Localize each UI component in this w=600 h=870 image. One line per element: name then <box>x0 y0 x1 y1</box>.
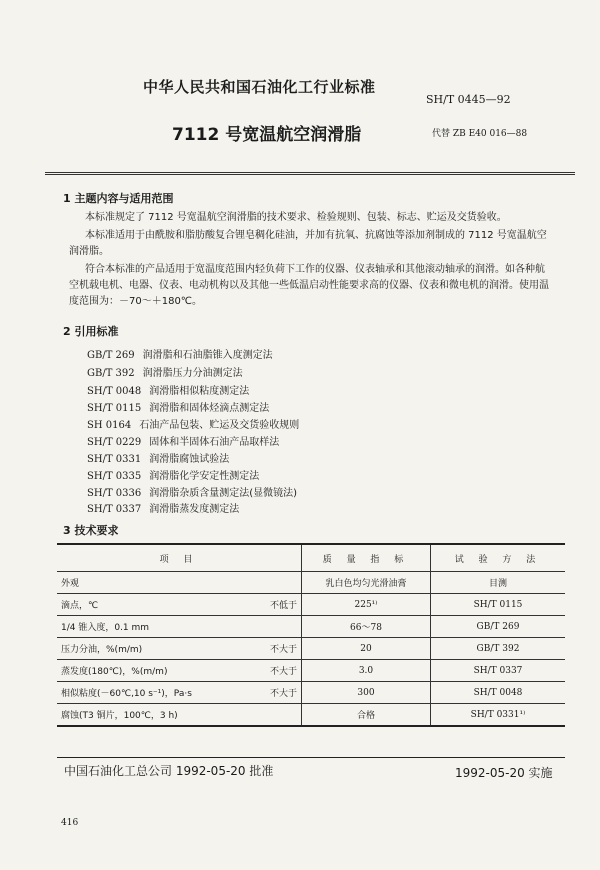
item-cell <box>57 682 302 704</box>
quality-value: 乳白色均匀光滑油膏 <box>302 572 431 594</box>
quality-value: 20 <box>302 638 431 660</box>
standard-title-ref: 润滑脂和石油脂锥入度测定法 <box>142 350 273 361</box>
quality-value: 合格 <box>302 704 431 727</box>
reference-standard <box>87 433 279 448</box>
table-row <box>57 660 565 682</box>
page-title: 7112 号宽温航空润滑脂 <box>172 125 362 145</box>
item-name: 1/4 锥入度，0.1 mm <box>61 623 150 633</box>
header-divider <box>45 172 575 173</box>
standard-code-ref: SH/T 0335 <box>87 471 142 482</box>
standard-title-ref: 润滑脂杂质含量测定法(显微镜法) <box>149 488 298 499</box>
section-1-paragraph: 本标准适用于由酰胺和脂肪酸复合锂皂稠化硅油，并加有抗氧、抗腐蚀等添加剂制成的 7112 号宽温航空润滑脂。 <box>69 230 547 257</box>
limit-label: 不大于 <box>269 645 297 655</box>
standard-code-ref: SH/T 0229 <box>87 437 142 448</box>
item-cell <box>57 616 302 638</box>
footer-divider <box>57 757 565 758</box>
item-cell <box>57 594 302 616</box>
page-number: 416 <box>61 818 79 828</box>
reference-standard <box>87 346 273 361</box>
test-method: GB/T 392 <box>431 638 566 660</box>
item-name: 滴点，℃ <box>61 601 99 611</box>
table-row <box>57 594 565 616</box>
technical-requirements-table <box>57 543 565 727</box>
item-name: 蒸发度(180℃)，%(m/m) <box>61 667 168 677</box>
approval-date: 中国石油化工总公司 1992-05-20 批准 <box>64 764 274 778</box>
section-1-paragraph: 符合本标准的产品适用于宽温度范围内轻负荷下工作的仪器、仪表轴承和其他滚动轴承的润滑。如各种航空机载电机、电器、仪表、电动机构以及其他一些低温启动性能要求高的仪器、仪表和微电机的润滑。使用温度范围为：－70～＋180℃。 <box>69 264 549 307</box>
implementation-date: 1992-05-20 实施 <box>455 766 553 780</box>
header-divider <box>45 174 575 175</box>
reference-standard <box>87 484 297 499</box>
standard-title-ref: 润滑脂蒸发度测定法 <box>149 504 240 515</box>
standard-title-ref: 润滑脂化学安定性测定法 <box>149 471 260 482</box>
issuing-organization: 中华人民共和国石油化工行业标准 <box>143 78 376 96</box>
column-header-method: 试 验 方 法 <box>431 544 566 572</box>
table-row <box>57 572 565 594</box>
table-row <box>57 704 565 727</box>
reference-standard <box>87 416 299 431</box>
quality-value: 225¹⁾ <box>302 594 431 616</box>
test-method: SH/T 0115 <box>431 594 566 616</box>
item-cell <box>57 704 302 727</box>
standard-code-ref: SH/T 0336 <box>87 488 142 499</box>
standard-title-ref: 润滑脂压力分油测定法 <box>142 368 243 379</box>
standard-code-ref: SH/T 0331 <box>87 454 142 465</box>
quality-value: 3.0 <box>302 660 431 682</box>
column-header-item: 项 目 <box>57 544 302 572</box>
reference-standard <box>87 450 229 465</box>
table-header-row <box>57 544 565 572</box>
replaces-standard: 代替 ZB E40 016—88 <box>432 129 528 139</box>
item-name: 压力分油，%(m/m) <box>61 645 143 655</box>
standard-title-ref: 润滑脂腐蚀试验法 <box>149 454 230 465</box>
standard-code-ref: SH/T 0048 <box>87 386 142 397</box>
reference-standard <box>87 399 269 414</box>
test-method: SH/T 0048 <box>431 682 566 704</box>
standard-title-ref: 固体和半固体石油产品取样法 <box>149 437 280 448</box>
standard-code-ref: GB/T 392 <box>87 368 135 379</box>
section-1-paragraph: 本标准规定了 7112 号宽温航空润滑脂的技术要求、检验规则、包装、标志、贮运及交货验收。 <box>85 212 507 223</box>
standard-title-ref: 石油产品包装、贮运及交货验收规则 <box>139 420 300 431</box>
item-cell <box>57 660 302 682</box>
test-method: 目测 <box>431 572 566 594</box>
reference-standard <box>87 382 249 397</box>
item-cell <box>57 638 302 660</box>
standard-title-ref: 润滑脂相似粘度测定法 <box>149 386 250 397</box>
test-method: SH/T 0331¹⁾ <box>431 704 566 727</box>
item-name: 腐蚀(T3 铜片，100℃，3 h) <box>61 711 178 721</box>
standard-code: SH/T 0445—92 <box>426 93 511 106</box>
standard-title-ref: 润滑脂和固体烃滴点测定法 <box>149 403 270 414</box>
standard-code-ref: GB/T 269 <box>87 350 135 361</box>
reference-standard <box>87 500 239 515</box>
test-method: GB/T 269 <box>431 616 566 638</box>
standard-code-ref: SH/T 0115 <box>87 403 142 414</box>
limit-label: 不大于 <box>269 689 297 699</box>
item-name: 外观 <box>61 579 80 589</box>
limit-label: 不低于 <box>269 601 297 611</box>
table-row <box>57 638 565 660</box>
section-1-heading: 1 主题内容与适用范围 <box>63 192 174 205</box>
item-cell <box>57 572 302 594</box>
test-method: SH/T 0337 <box>431 660 566 682</box>
reference-standard <box>87 467 259 482</box>
standard-code-ref: SH 0164 <box>87 420 132 431</box>
section-3-heading: 3 技术要求 <box>63 524 119 537</box>
standard-code-ref: SH/T 0337 <box>87 504 142 515</box>
item-name: 相似粘度(－60℃,10 s⁻¹)，Pa·s <box>61 689 192 699</box>
limit-label: 不大于 <box>269 667 297 677</box>
reference-standard <box>87 364 243 379</box>
quality-value: 300 <box>302 682 431 704</box>
quality-value: 66～78 <box>302 616 431 638</box>
section-2-heading: 2 引用标准 <box>63 325 119 338</box>
table-row <box>57 682 565 704</box>
table-row <box>57 616 565 638</box>
column-header-quality: 质 量 指 标 <box>302 544 431 572</box>
